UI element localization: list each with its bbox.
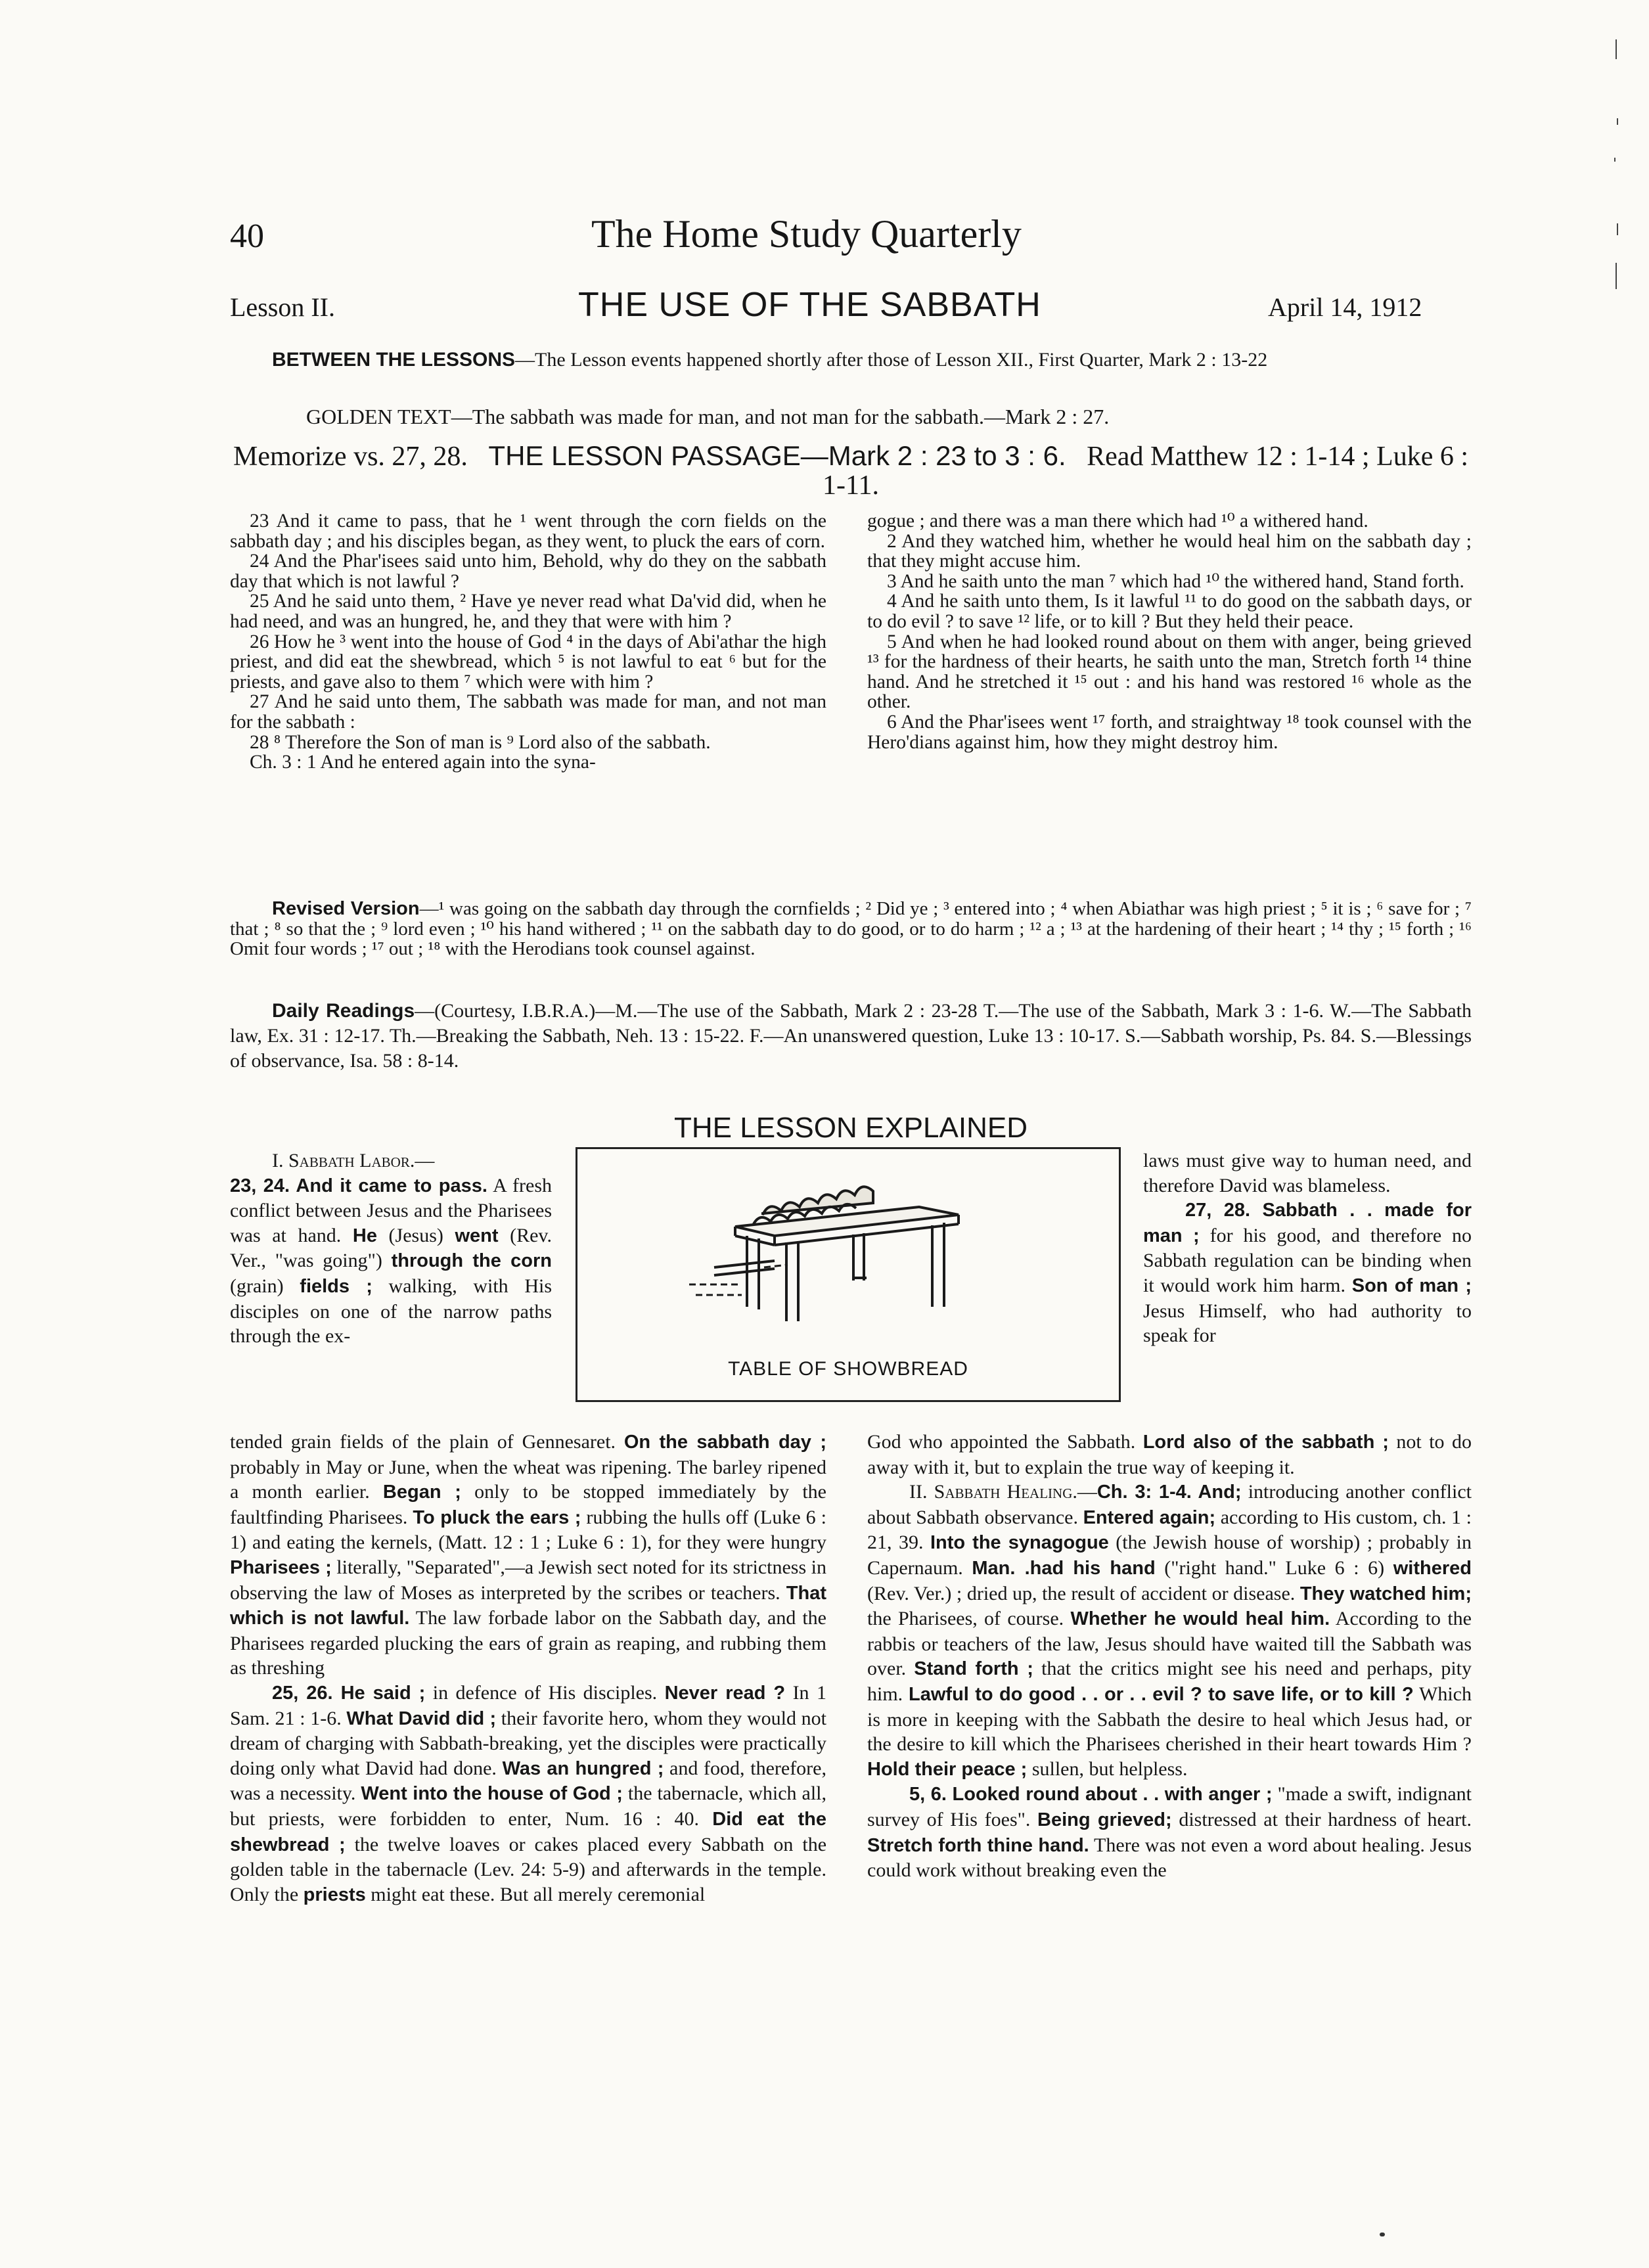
text-run: Jesus Himself, who had authority to speak for	[1143, 1300, 1472, 1347]
bold-term: fields ;	[300, 1275, 373, 1297]
bold-term: Hold their peace ;	[867, 1758, 1028, 1780]
bold-term: They watched him;	[1299, 1583, 1472, 1604]
verse: 24 And the Phar'isees said unto him, Behold, why do they on the sabbath day that which is not lawful ?	[230, 551, 826, 592]
lesson-title: THE USE OF THE SABBATH	[578, 286, 1041, 324]
bold-term: Entered again;	[1083, 1507, 1216, 1528]
text-run: Which is more in keeping with the Sabbath the desire to heal which Jesus had, or the desire to kill which the Pharisees cherished in their heart towards Him ?	[867, 1683, 1472, 1756]
text-run: the tabernacle, which all, but priests, were forbidden to enter, Num. 16 : 40.	[230, 1782, 826, 1830]
bold-term: Stand forth ;	[914, 1658, 1033, 1680]
daily-readings	[230, 999, 1472, 1074]
revised-version-text: —¹ was going on the sabbath day through the cornfields ; ² Did ye ; ³ entered into ; ⁴ when Abiathar was high priest ; ⁵ it is ; ⁶ save for ; ⁷ that ; ⁸ so that the ; ⁹ lord even ; ¹⁰ his hand withered ; ¹¹ on the sabbath day to do good, or to do harm ; ¹² a ; ¹³ at the hardening of their heart ; ¹⁴ thy ; ¹⁵ forth ; ¹⁶ Omit four words ; ¹⁷ out ; ¹⁸ with the Herodians took counsel against.	[230, 898, 1472, 959]
verse: 25 And he said unto them, ² Have ye never read what Da'vid did, when he had need, and was an hungred, he, and they that were with him ?	[230, 591, 826, 632]
text-run: (Rev. Ver.) ; dried up, the result of accident or disease.	[867, 1582, 1300, 1604]
daily-readings-label: Daily Readings	[272, 1000, 415, 1022]
text-run: (Rev. Ver., "was going")	[230, 1224, 552, 1272]
verse: 2 And they watched him, whether he would heal him on the sabbath day ; that they might accuse him.	[867, 530, 1472, 572]
text-run: The law forbade labor on the Sabbath day, and the Pharisees regarded plucking the ears of grain as reaping, and rubbing them as threshing	[230, 1607, 826, 1679]
daily-readings-text: —(Courtesy, I.B.R.A.)—M.—The use of the Sabbath, Mark 2 : 23-28 T.—The use of the Sabbath, Mark 3 : 1-6. W.—The Sabbath law, Ex. 31 : 12-17. Th.—Breaking the Sabbath, Neh. 13 : 15-22. F.—An unanswered question, Luke 13 : 10-17. S.—Sabbath worship, Ps. 84. S.—Blessings of observance, Isa. 58 : 8-14.	[230, 1000, 1472, 1072]
text-run: according to His custom, ch. 1 : 21, 39.	[867, 1506, 1472, 1554]
bold-term: Never read ?	[664, 1682, 786, 1704]
bold-term: Lord also of the sabbath ;	[1142, 1432, 1389, 1453]
text-run: introducing another conflict about Sabbath observance.	[867, 1481, 1472, 1528]
bold-term: Went into the house of God ;	[361, 1783, 623, 1805]
text-run: There was not even a word about healing. Jesus could work without breaking even the	[867, 1834, 1472, 1882]
memorize-note: Memorize vs. 27, 28.	[233, 442, 468, 472]
bold-term: 23, 24. And it came to pass.	[230, 1175, 487, 1196]
verse: 3 And he saith unto the man ⁷ which had ¹⁰ the withered hand, Stand forth.	[887, 570, 1464, 592]
verses-right-column	[867, 511, 1472, 752]
scan-margin-marks	[1603, 26, 1629, 289]
explanation-right-top	[1143, 1148, 1472, 1348]
bold-term: He	[352, 1225, 377, 1246]
showbread-table-figure	[576, 1147, 1121, 1402]
text-run: sullen, but helpless.	[1027, 1758, 1188, 1780]
text-run: God who appointed the Sabbath.	[867, 1431, 1143, 1453]
text-run: ("right hand." Luke 6 : 6)	[1155, 1556, 1393, 1579]
verse: Ch. 3 : 1 And he entered again into the syna-	[250, 752, 596, 773]
text-run: (the Jewish house of worship) ; probably in Capernaum.	[867, 1531, 1472, 1579]
bold-term: Lawful to do good . . or . . evil ? to save life, or to kill ?	[909, 1683, 1414, 1705]
explanation-right	[867, 1430, 1472, 1883]
text-run: (grain)	[230, 1275, 300, 1297]
page-number: 40	[230, 217, 264, 255]
bold-term: through the corn	[391, 1250, 552, 1272]
text-run: in defence of His disciples.	[425, 1681, 665, 1704]
lesson-number: Lesson II.	[230, 292, 335, 322]
running-title: The Home Study Quarterly	[591, 212, 1022, 256]
bold-term: That which is not lawful.	[230, 1582, 826, 1629]
section-heading: II. Sabbath Healing.—	[909, 1481, 1097, 1503]
verse: 26 How he ³ went into the house of God ⁴ in the days of Abi'athar the high priest, and did eat the shewbread, which ⁵ is not lawful to eat ⁶ but for the priests, and gave also to them ⁷ which were with him ?	[230, 631, 826, 692]
text-run: the Pharisees, of course.	[867, 1608, 1071, 1630]
verse: 28 ⁸ Therefore the Son of man is ⁹ Lord also of the sabbath.	[250, 731, 711, 753]
bold-term: Being grieved;	[1037, 1809, 1172, 1830]
bold-term: withered	[1393, 1557, 1472, 1579]
text-run: A fresh conflict between Jesus and the Pharisees was at hand.	[230, 1174, 552, 1246]
lesson-passage-heading	[230, 442, 1472, 500]
read-note: Read Matthew 12 : 1-14 ; Luke 6 : 1-11.	[823, 442, 1469, 501]
revised-version-notes	[230, 899, 1472, 959]
explanation-left-top	[230, 1148, 552, 1349]
bold-term: Whether he would heal him.	[1070, 1608, 1330, 1630]
explanation-left	[230, 1430, 826, 1907]
text-run: (Jesus)	[376, 1224, 455, 1246]
verse: 23 And it came to pass, that he ¹ went through the corn fields on the sabbath day ; and his disciples began, as they went, to pluck the ears of corn.	[230, 510, 826, 552]
text-run: "made a swift, indignant survey of His foes".	[867, 1783, 1472, 1830]
text-run: only to be stopped immediately by the faultfinding Pharisees.	[230, 1481, 826, 1528]
bold-term: 5, 6. Looked round about . . with anger ;	[909, 1784, 1273, 1805]
text-run: for his good, and therefore no Sabbath regulation can be binding when it would work him harm.	[1143, 1224, 1472, 1296]
bold-term: Ch. 3: 1-4. And;	[1096, 1482, 1242, 1503]
text-run: that the critics might see his need and perhaps, pity him.	[867, 1658, 1472, 1705]
bold-term: On the sabbath day ;	[623, 1432, 826, 1453]
between-label: BETWEEN THE LESSONS	[272, 349, 516, 371]
text-run: According to the rabbis or teachers of the law, Jesus should have waited till the Sabbath was over.	[867, 1608, 1472, 1680]
bold-term: priests	[303, 1884, 366, 1905]
bold-term: 25, 26. He said ;	[272, 1682, 426, 1704]
golden-text: GOLDEN TEXT—The sabbath was made for man, and not man for the sabbath.—Mark 2 : 27.	[306, 405, 1110, 428]
lesson-date: April 14, 1912	[1268, 292, 1422, 322]
verse: 27 And he said unto them, The sabbath was made for man, and not man for the sabbath :	[230, 691, 826, 733]
text-run: the twelve loaves or cakes placed every Sabbath on the golden table in the tabernacle (Lev. 24: 5-9) and afterwards in the temple. Only the	[230, 1833, 827, 1905]
verse: 5 And when he had looked round about on them with anger, being grieved ¹³ for the hardness of their hearts, he saith unto the man, Stretch forth ¹⁴ thine hand. And he stretched it ¹⁵ out : and his hand was restored ¹⁶ whole as the other.	[867, 631, 1472, 713]
text-run: might eat these. But all merely ceremonial	[365, 1883, 706, 1905]
text-run: laws must give way to human need, and therefore David was blameless.	[1143, 1150, 1472, 1196]
revised-version-label: Revised Version	[272, 898, 420, 919]
showbread-table-illustration	[577, 1149, 1119, 1353]
verses-left-column	[230, 511, 826, 773]
text-run: In 1 Sam. 21 : 1-6.	[230, 1681, 826, 1729]
lesson-explained-heading: THE LESSON EXPLAINED	[674, 1112, 1028, 1144]
bold-term: To pluck the ears ;	[413, 1507, 581, 1528]
between-the-lessons	[230, 348, 1472, 372]
bold-term: Pharisees ;	[230, 1556, 332, 1578]
bold-term: went	[455, 1225, 499, 1246]
text-run: distressed at their hardness of heart.	[1171, 1808, 1472, 1830]
bold-term: 27, 28. Sabbath . . made for man ;	[1143, 1200, 1472, 1246]
verse: 4 And he saith unto them, Is it lawful ¹¹ to do good on the sabbath days, or to do evil ? to save ¹² life, or to kill ? But they held their peace.	[867, 591, 1472, 632]
text-run: not to do away with it, but to explain the true way of keeping it.	[867, 1431, 1472, 1478]
verse: gogue ; and there was a man there which had ¹⁰ a withered hand.	[867, 510, 1368, 532]
text-run: and food, therefore, was a necessity.	[230, 1757, 826, 1805]
text-run: rubbing the hulls off (Luke 6 : 1) and eating the kernels, (Matt. 12 : 1 ; Luke 6 : 1), for they were hungry	[230, 1506, 826, 1554]
bold-term: Into the synagogue	[930, 1532, 1109, 1554]
bold-term: Was an hungred ;	[502, 1758, 664, 1779]
text-run: walking, with His disciples on one of the narrow paths through the ex-	[230, 1275, 552, 1348]
figure-caption: TABLE OF SHOWBREAD	[728, 1358, 968, 1380]
scan-speck	[1380, 2233, 1385, 2236]
verse: 6 And the Phar'isees went ¹⁷ forth, and straightway ¹⁸ took counsel with the Hero'dians against him, how they might destroy him.	[867, 711, 1472, 753]
passage-heading: THE LESSON PASSAGE—Mark 2 : 23 to 3 : 6.	[488, 440, 1066, 471]
text-run: their favorite hero, whom they would not dream of charging with Sabbath-breaking, yet the disciples were practically doing only what David had done.	[230, 1707, 826, 1779]
section-heading: I. Sabbath Labor.—	[272, 1150, 435, 1171]
bold-term: Stretch forth thine hand.	[867, 1834, 1089, 1856]
bold-term: What David did ;	[346, 1708, 497, 1729]
between-text: —The Lesson events happened shortly after those of Lesson XII., First Quarter, Mark 2 : 13-22	[515, 349, 1268, 371]
text-run: probably in May or June, when the wheat was ripening. The barley ripened a month earlier.	[230, 1456, 826, 1503]
text-run: literally, "Separated",—a Jewish sect noted for its strictness in observing the law of Moses as interpreted by the scribes or teachers.	[230, 1556, 826, 1604]
bold-term: Began ;	[382, 1482, 461, 1503]
text-run: tended grain fields of the plain of Gennesaret.	[230, 1431, 624, 1453]
bold-term: Son of man ;	[1351, 1275, 1472, 1296]
bold-term: Man. .had his hand	[972, 1557, 1156, 1579]
bold-term: Did eat the shewbread ;	[230, 1808, 826, 1855]
